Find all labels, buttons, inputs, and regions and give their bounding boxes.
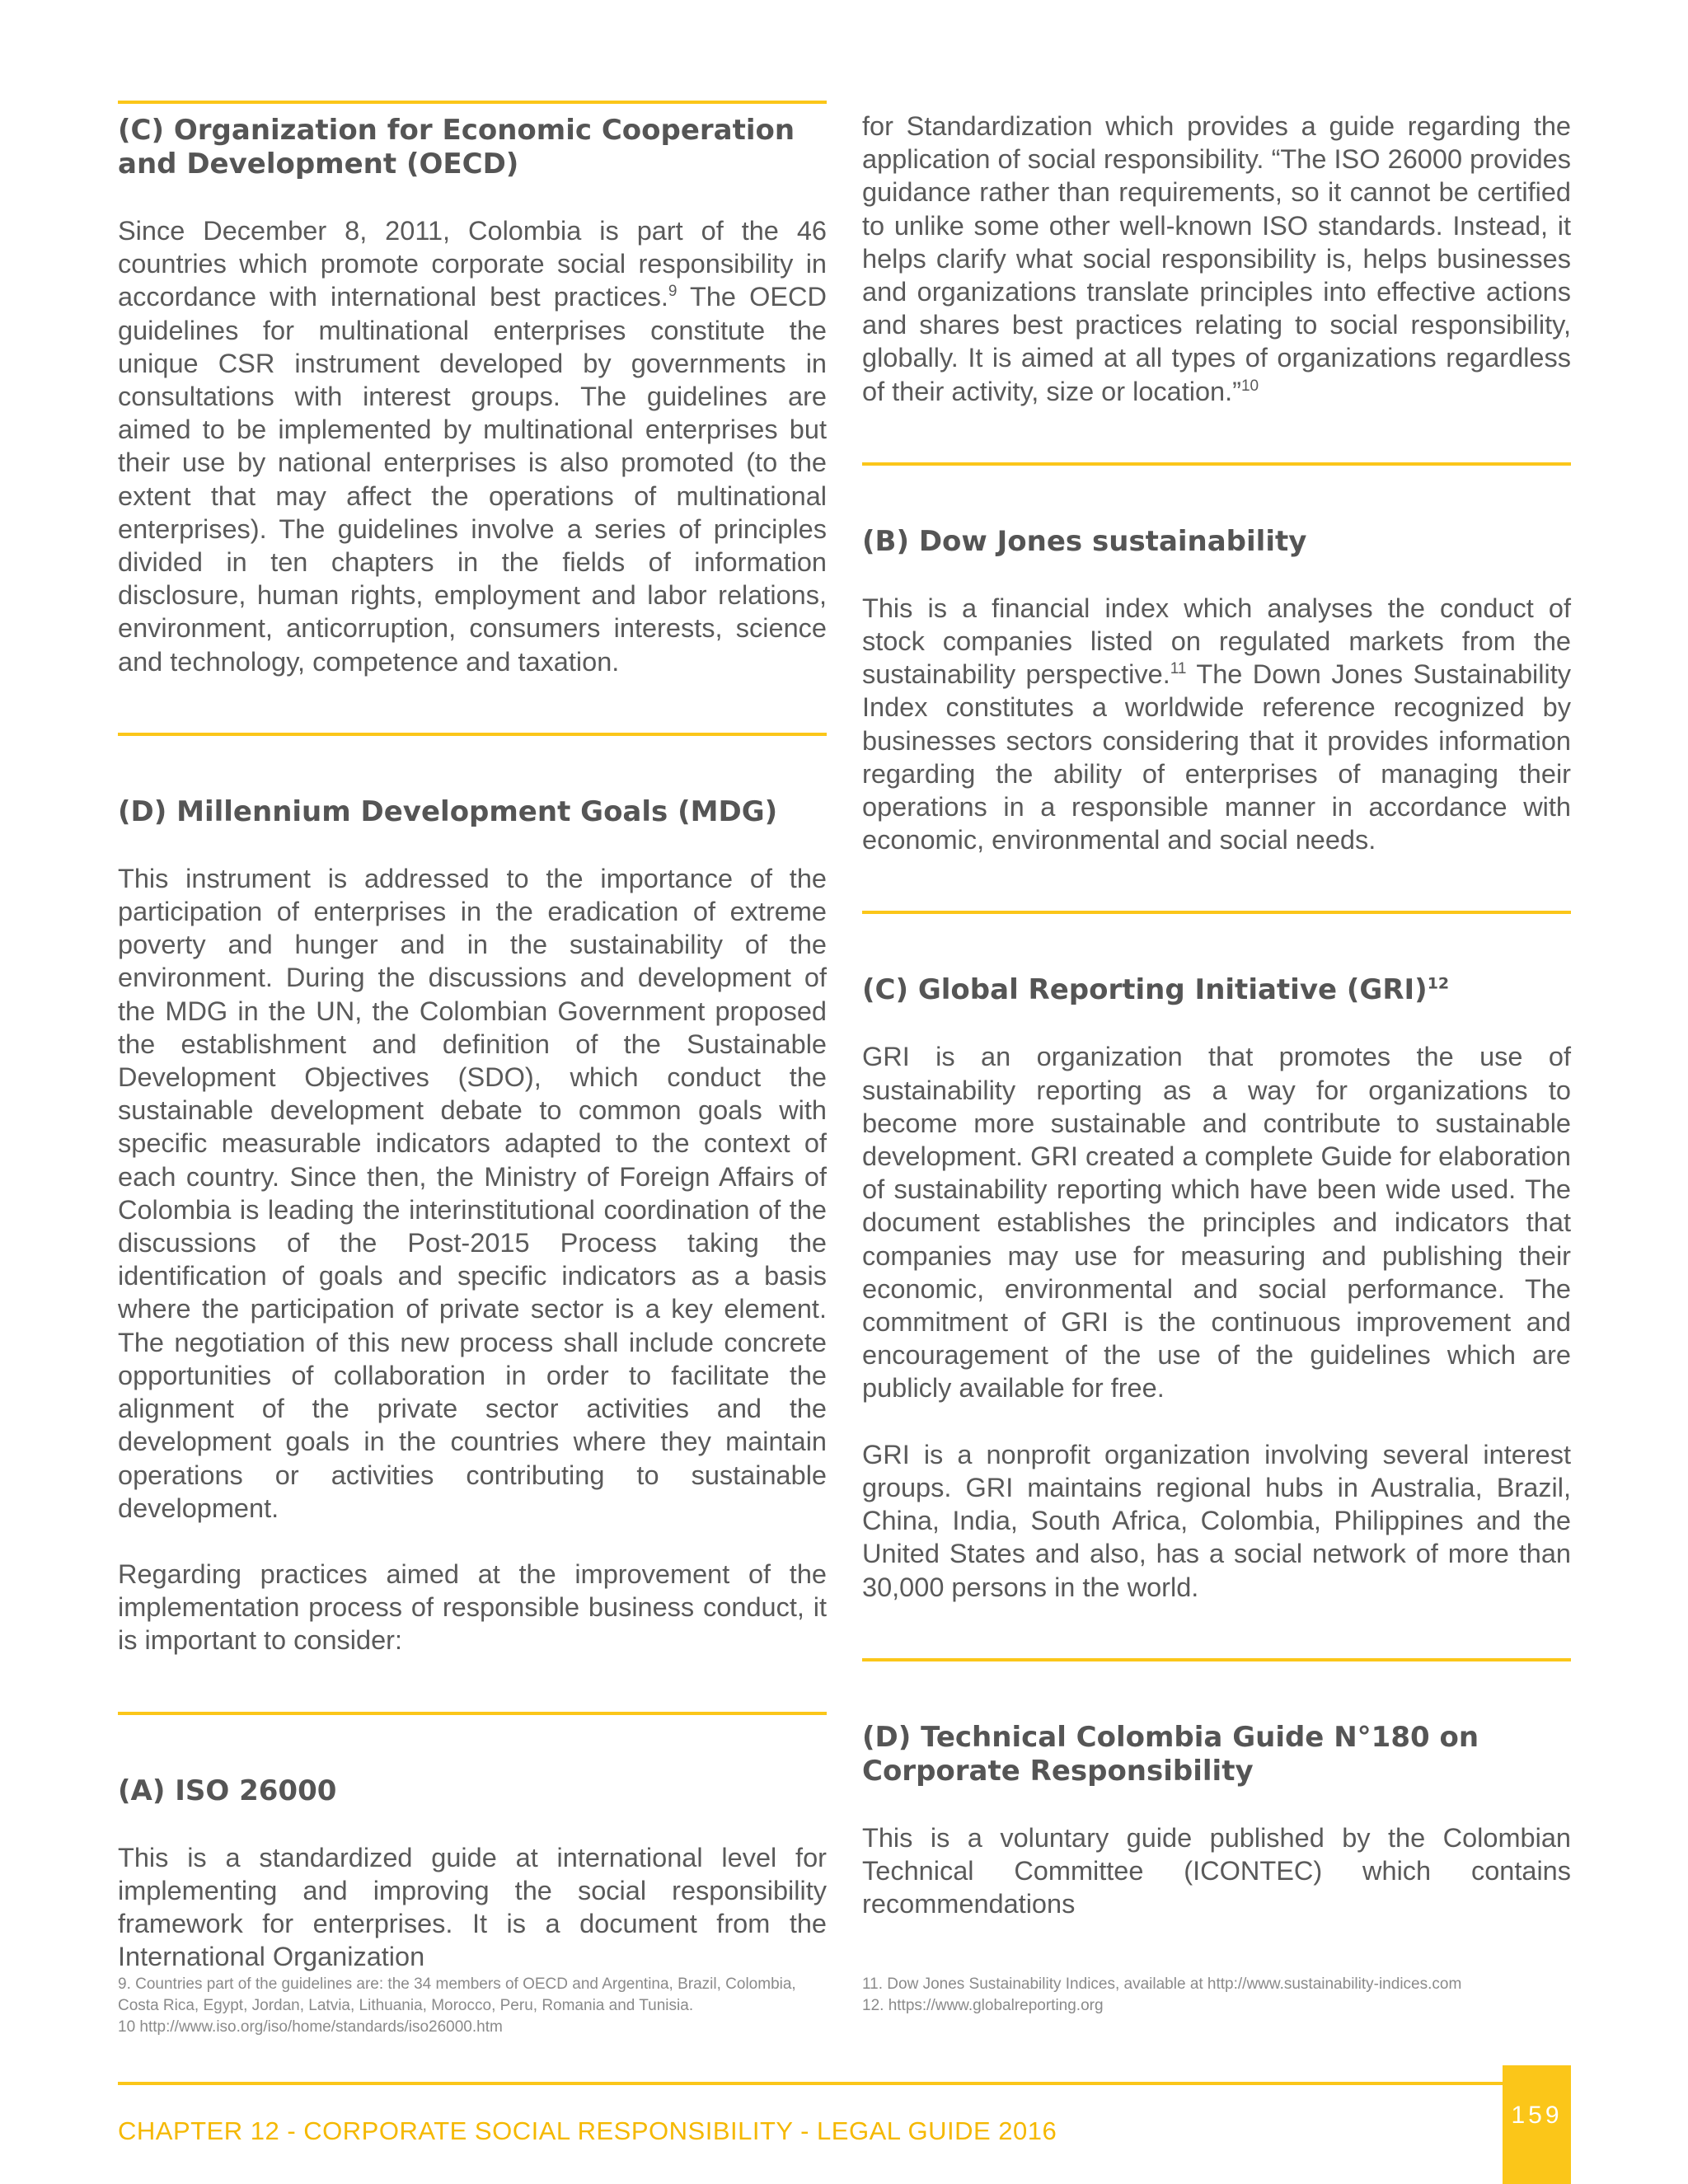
right-column — [862, 110, 1571, 1920]
oecd-paragraph: Since December 8, 2011, Colombia is part of the 46 countries which promote corporate social responsibility in accordance with international best practices.$^9$ The OECD guidelines for multinational enterprises constitute the unique CSR instrument developed by governments in consultations with interest groups. The guidelines are aimed to be implemented by multinational enterprises but their use by national enterprises is also promoted (to the extent that may affect the operations of multinational enterprises). The guidelines involve a series of principles divided in ten chapters in the fields of information disclosure, human rights, employment and labor relations, environment, anticorruption, consumers interests, science and technology, competence and taxation. — [118, 216, 828, 677]
gri-paragraph-2: GRI is a nonprofit organization involving several interest groups. GRI maintains regional hubs in Australia, Brazil, China, India, South Africa, Colombia, Philippines and the United States and also, has a social network of more than 30,000 persons in the world. — [862, 1439, 1571, 1602]
gri-heading: (C) Global Reporting Initiative (GRI)$^{12}$ — [862, 973, 1450, 1007]
footnotes-left — [118, 1974, 835, 2038]
technical-guide-heading: (D) Technical Colombia Guide N°180 on Corporate Responsibility — [862, 1720, 1479, 1788]
footnote-9: 9. Countries part of the guidelines are: the 34 members of OECD and Argentina, Brazil, Colombia, Costa Rica, Egypt, Jordan, Latvia, Lithuania, Morocco, Peru, Romania and Tunisia. — [118, 1975, 796, 2014]
footnote-11[interactable]: 11. Dow Jones Sustainability Indices, available at http://www.sustainability-indices.com — [862, 1975, 1462, 1993]
footnote-12[interactable]: 12. https://www.globalreporting.org — [862, 1997, 1104, 2014]
footnote-ref-12[interactable]: 12 — [1427, 975, 1450, 994]
dow-jones-paragraph: This is a financial index which analyses the conduct of stock companies listed on regulated markets from the sustainability perspective.$^{11}$ The Down Jones Sustainability Index constitutes a worldwide reference recognized by businesses sectors considering that it provides information regarding the ability of enterprises of managing their operations in a responsible manner in accordance with economic, environmental and social needs. — [862, 593, 1572, 855]
page-number: 159 — [1511, 2102, 1563, 2129]
oecd-heading: (C) Organization for Economic Cooperation and Development (OECD) — [118, 114, 795, 180]
footer-divider — [118, 2082, 1503, 2085]
iso-heading: (A) ISO 26000 — [118, 1774, 337, 1807]
iso-paragraph: This is a standardized guide at international level for implementing and improving the social responsibility framework for enterprises. It is a document from the International Organization — [118, 1842, 827, 1972]
left-column — [118, 101, 827, 1973]
mdg-heading: (D) Millennium Development Goals (MDG) — [118, 794, 778, 828]
footnote-ref-11[interactable]: 11 — [1170, 660, 1187, 678]
technical-guide-paragraph: This is a voluntary guide published by the Colombian Technical Committee (ICONTEC) which contains recommendations — [862, 1822, 1571, 1919]
chapter-footer: CHAPTER 12 - CORPORATE SOCIAL RESPONSIBILITY - LEGAL GUIDE 2016 — [118, 2116, 1057, 2145]
mdg-paragraph-1: This instrument is addressed to the importance of the participation of enterprises in the eradication of extreme poverty and hunger and in the sustainability of the environment. During the discussions and development of the MDG in the UN, the Colombian Government proposed the establishment and definition of the Sustainable Development Objectives (SDO), which conduct the sustainable development debate to common goals with specific measurable indicators adapted to the context of each country. Since then, the Ministry of Foreign Affairs of Colombia is leading the interinstitutional coordination of the discussions of the Post-2015 Process taking the identification of goals and specific indicators as a basis where the participation of private sector is a key element. The negotiation of this new process shall include concrete opportunities of collaboration in order to facilitate the alignment of the private sector activities and the development goals in the countries where they maintain operations or activities contributing to sustainable development. — [118, 863, 827, 1523]
footnotes-right — [862, 1974, 1579, 2017]
footnote-ref-10[interactable]: 10 — [1240, 377, 1259, 395]
page-number-box — [1503, 2065, 1571, 2184]
footnote-ref-9[interactable]: 9 — [668, 283, 678, 301]
iso-paragraph-continued: for Standardization which provides a guide regarding the application of social responsibility. “The ISO 26000 provides guidance rather than requirements, so it cannot be certified to unlike some other well-known ISO standards. Instead, it helps clarify what social responsibility is, helps businesses and organizations translate principles into effective actions and shares best practices relating to social responsibility, globally. It is aimed at all types of organizations regardless of their activity, size or location.”$^{10}$ — [862, 111, 1571, 406]
gri-paragraph-1: GRI is an organization that promotes the use of sustainability reporting as a way for organizations to become more sustainable and contribute to sustainable development. GRI created a complete Guide for elaboration of sustainability reporting which have been wide used. The document establishes the principles and indicators that companies may use for measuring and publishing their economic, environmental and social performance. The commitment of GRI is the continuous improvement and encouragement of the use of the guidelines which are publicly available for free. — [862, 1042, 1571, 1404]
footnote-10[interactable]: 10 http://www.iso.org/iso/home/standards/iso26000.htm — [118, 2018, 503, 2036]
mdg-paragraph-2: Regarding practices aimed at the improvement of the implementation process of responsible business conduct, it is important to consider: — [118, 1558, 827, 1656]
dow-jones-heading: (B) Dow Jones sustainability — [862, 524, 1307, 558]
